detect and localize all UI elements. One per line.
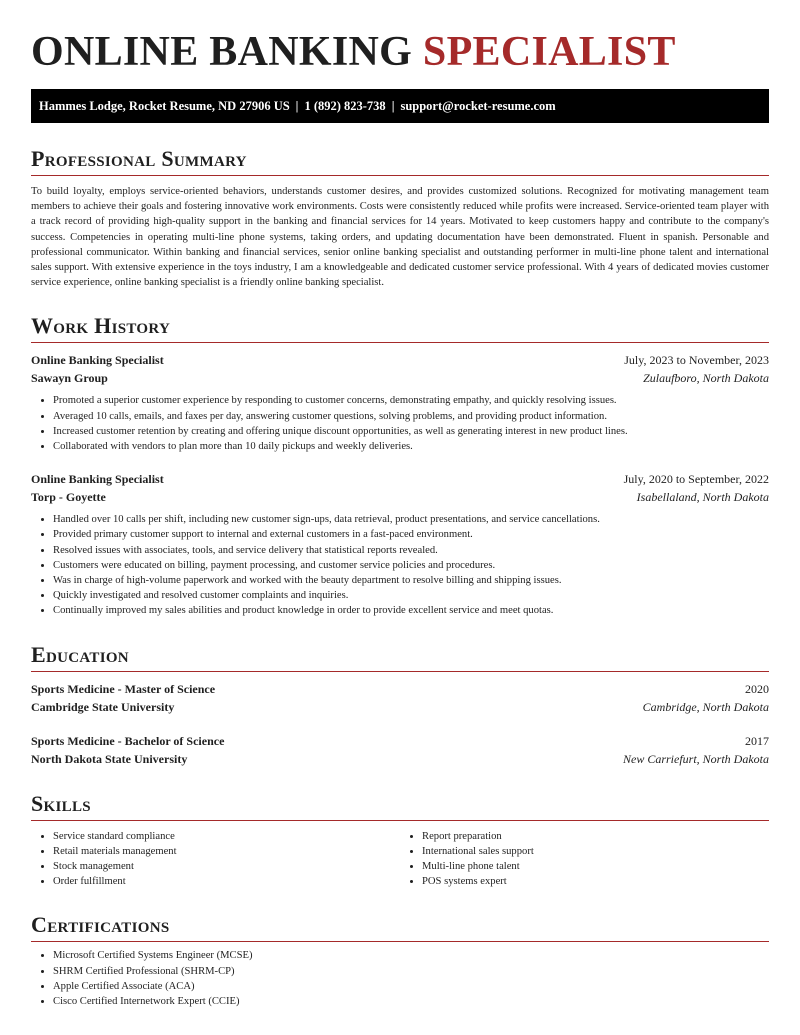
list-item: • International sales support xyxy=(422,844,769,859)
list-item: • Quickly investigated and resolved customer complaints and inquiries. xyxy=(53,588,769,603)
contact-email[interactable]: support@rocket-resume.com xyxy=(400,99,556,113)
name-part2: SPECIALIST xyxy=(422,29,676,75)
list-item: • Was in charge of high-volume paperwork and worked with the beauty department to resolve billing and shipping issues. xyxy=(53,573,769,588)
education-degree: Sports Medicine - Bachelor of Science xyxy=(31,733,225,748)
education-degree: Sports Medicine - Master of Science xyxy=(31,681,216,696)
list-item: • Customers were educated on billing, payment processing, and customer service policies and procedures. xyxy=(53,558,769,573)
job-company: Torp - Goyette xyxy=(31,490,106,505)
job-company: Sawayn Group xyxy=(31,371,108,386)
list-item: • Report preparation xyxy=(422,829,769,844)
summary-text: To build loyalty, employs service-oriented behaviors, understands customer desires, and provides customized solutions. Recognized for motivating management team members to achieve their goals and fostering innovative work environments. Costs were consistently reduced while profits were increased. Service-oriented team player with a track record of providing high-quality support in the banking and financial services for 14 years. Motivated to keep customers happy and contribute to the company's success. Competencies in operating multi-line phone systems, taking orders, and updating documentation have been demonstrated. Fluent in spanish. Personable and professional communicator. Within banking and financial services, senior online banking specialist and outstanding performer in multi-line phone talent and international sales support. With extensive experience in the toys industry, I am a knowledgeable and dedicated customer service professional. With 4 years of dedicated movies customer service experience, online banking specialist is a friendly online banking specialist. xyxy=(31,186,769,289)
list-item: • Collaborated with vendors to plan more than 10 daily pickups and weekly deliveries. xyxy=(53,439,769,454)
list-item: • Cisco Certified Internetwork Expert (CCIE) xyxy=(53,994,769,1009)
contact-separator: | xyxy=(391,99,395,113)
job-company-row xyxy=(31,488,769,506)
job-location: Zulaufboro, North Dakota xyxy=(643,371,769,386)
list-item: • Service standard compliance xyxy=(53,829,400,844)
list-item: • Retail materials management xyxy=(53,844,400,859)
job-bullets xyxy=(31,512,769,618)
list-item: • Multi-line phone talent xyxy=(422,859,769,874)
list-item: • Increased customer retention by creating and offering unique discount opportunities, as well as generating interest in new product lines. xyxy=(53,424,769,439)
education-year: 2017 xyxy=(745,733,769,748)
job-dates: July, 2023 to November, 2023 xyxy=(624,353,769,368)
name-part1: ONLINE BANKING xyxy=(31,29,413,75)
resume-page xyxy=(31,0,769,1009)
contact-address: Hammes Lodge, Rocket Resume, ND 27906 US xyxy=(39,99,290,113)
summary-heading: Professional Summary xyxy=(31,145,769,176)
education-school-row xyxy=(31,698,769,716)
contact-separator: | xyxy=(295,99,299,113)
page-title xyxy=(31,28,769,76)
education-entry xyxy=(31,732,769,768)
job-entry xyxy=(31,351,769,454)
job-entry xyxy=(31,470,769,618)
skills-right-column xyxy=(400,829,769,890)
list-item: • POS systems expert xyxy=(422,874,769,889)
education-degree-row xyxy=(31,680,769,698)
education-location: New Carriefurt, North Dakota xyxy=(622,751,769,766)
job-company-row xyxy=(31,369,769,387)
job-location: Isabellaland, North Dakota xyxy=(636,490,769,505)
job-role: Online Banking Specialist xyxy=(31,353,164,368)
job-header-row xyxy=(31,470,769,488)
contact-bar xyxy=(31,89,769,123)
job-bullets xyxy=(31,393,769,454)
education-school: Cambridge State University xyxy=(31,699,175,714)
list-item: • Handled over 10 calls per shift, including new customer sign-ups, data retrieval, product presentations, and service cancellations. xyxy=(53,512,769,527)
education-degree-row xyxy=(31,732,769,750)
education-entry xyxy=(31,680,769,716)
skills-heading: Skills xyxy=(31,790,769,821)
certifications-heading: Certifications xyxy=(31,911,769,942)
contact-phone[interactable]: 1 (892) 823-738 xyxy=(304,99,386,113)
list-item: • Provided primary customer support to internal and external customers in a fast-paced environment. xyxy=(53,527,769,542)
list-item: • Order fulfillment xyxy=(53,874,400,889)
education-heading: Education xyxy=(31,641,769,672)
list-item: • Apple Certified Associate (ACA) xyxy=(53,979,769,994)
list-item: • SHRM Certified Professional (SHRM-CP) xyxy=(53,964,769,979)
job-role: Online Banking Specialist xyxy=(31,472,164,487)
list-item: • Continually improved my sales abilities and product knowledge in order to provide excellent service and meet quotas. xyxy=(53,603,769,618)
education-school: North Dakota State University xyxy=(31,751,188,766)
education-year: 2020 xyxy=(745,681,769,696)
job-header-row xyxy=(31,351,769,369)
list-item: • Averaged 10 calls, emails, and faxes per day, answering customer questions, solving problems, and providing product information. xyxy=(53,409,769,424)
list-item: • Microsoft Certified Systems Engineer (MCSE) xyxy=(53,948,769,963)
education-location: Cambridge, North Dakota xyxy=(642,699,769,714)
education-school-row xyxy=(31,750,769,768)
job-dates: July, 2020 to September, 2022 xyxy=(623,472,769,487)
skills-columns xyxy=(31,829,769,890)
list-item: • Promoted a superior customer experience by responding to customer concerns, demonstrating empathy, and quickly resolving issues. xyxy=(53,393,769,408)
certifications-list xyxy=(31,948,769,1009)
skills-left-column xyxy=(31,829,400,890)
list-item: • Resolved issues with associates, tools, and service delivery that statistical reports revealed. xyxy=(53,543,769,558)
list-item: • Stock management xyxy=(53,859,400,874)
work-history-heading: Work History xyxy=(31,312,769,343)
